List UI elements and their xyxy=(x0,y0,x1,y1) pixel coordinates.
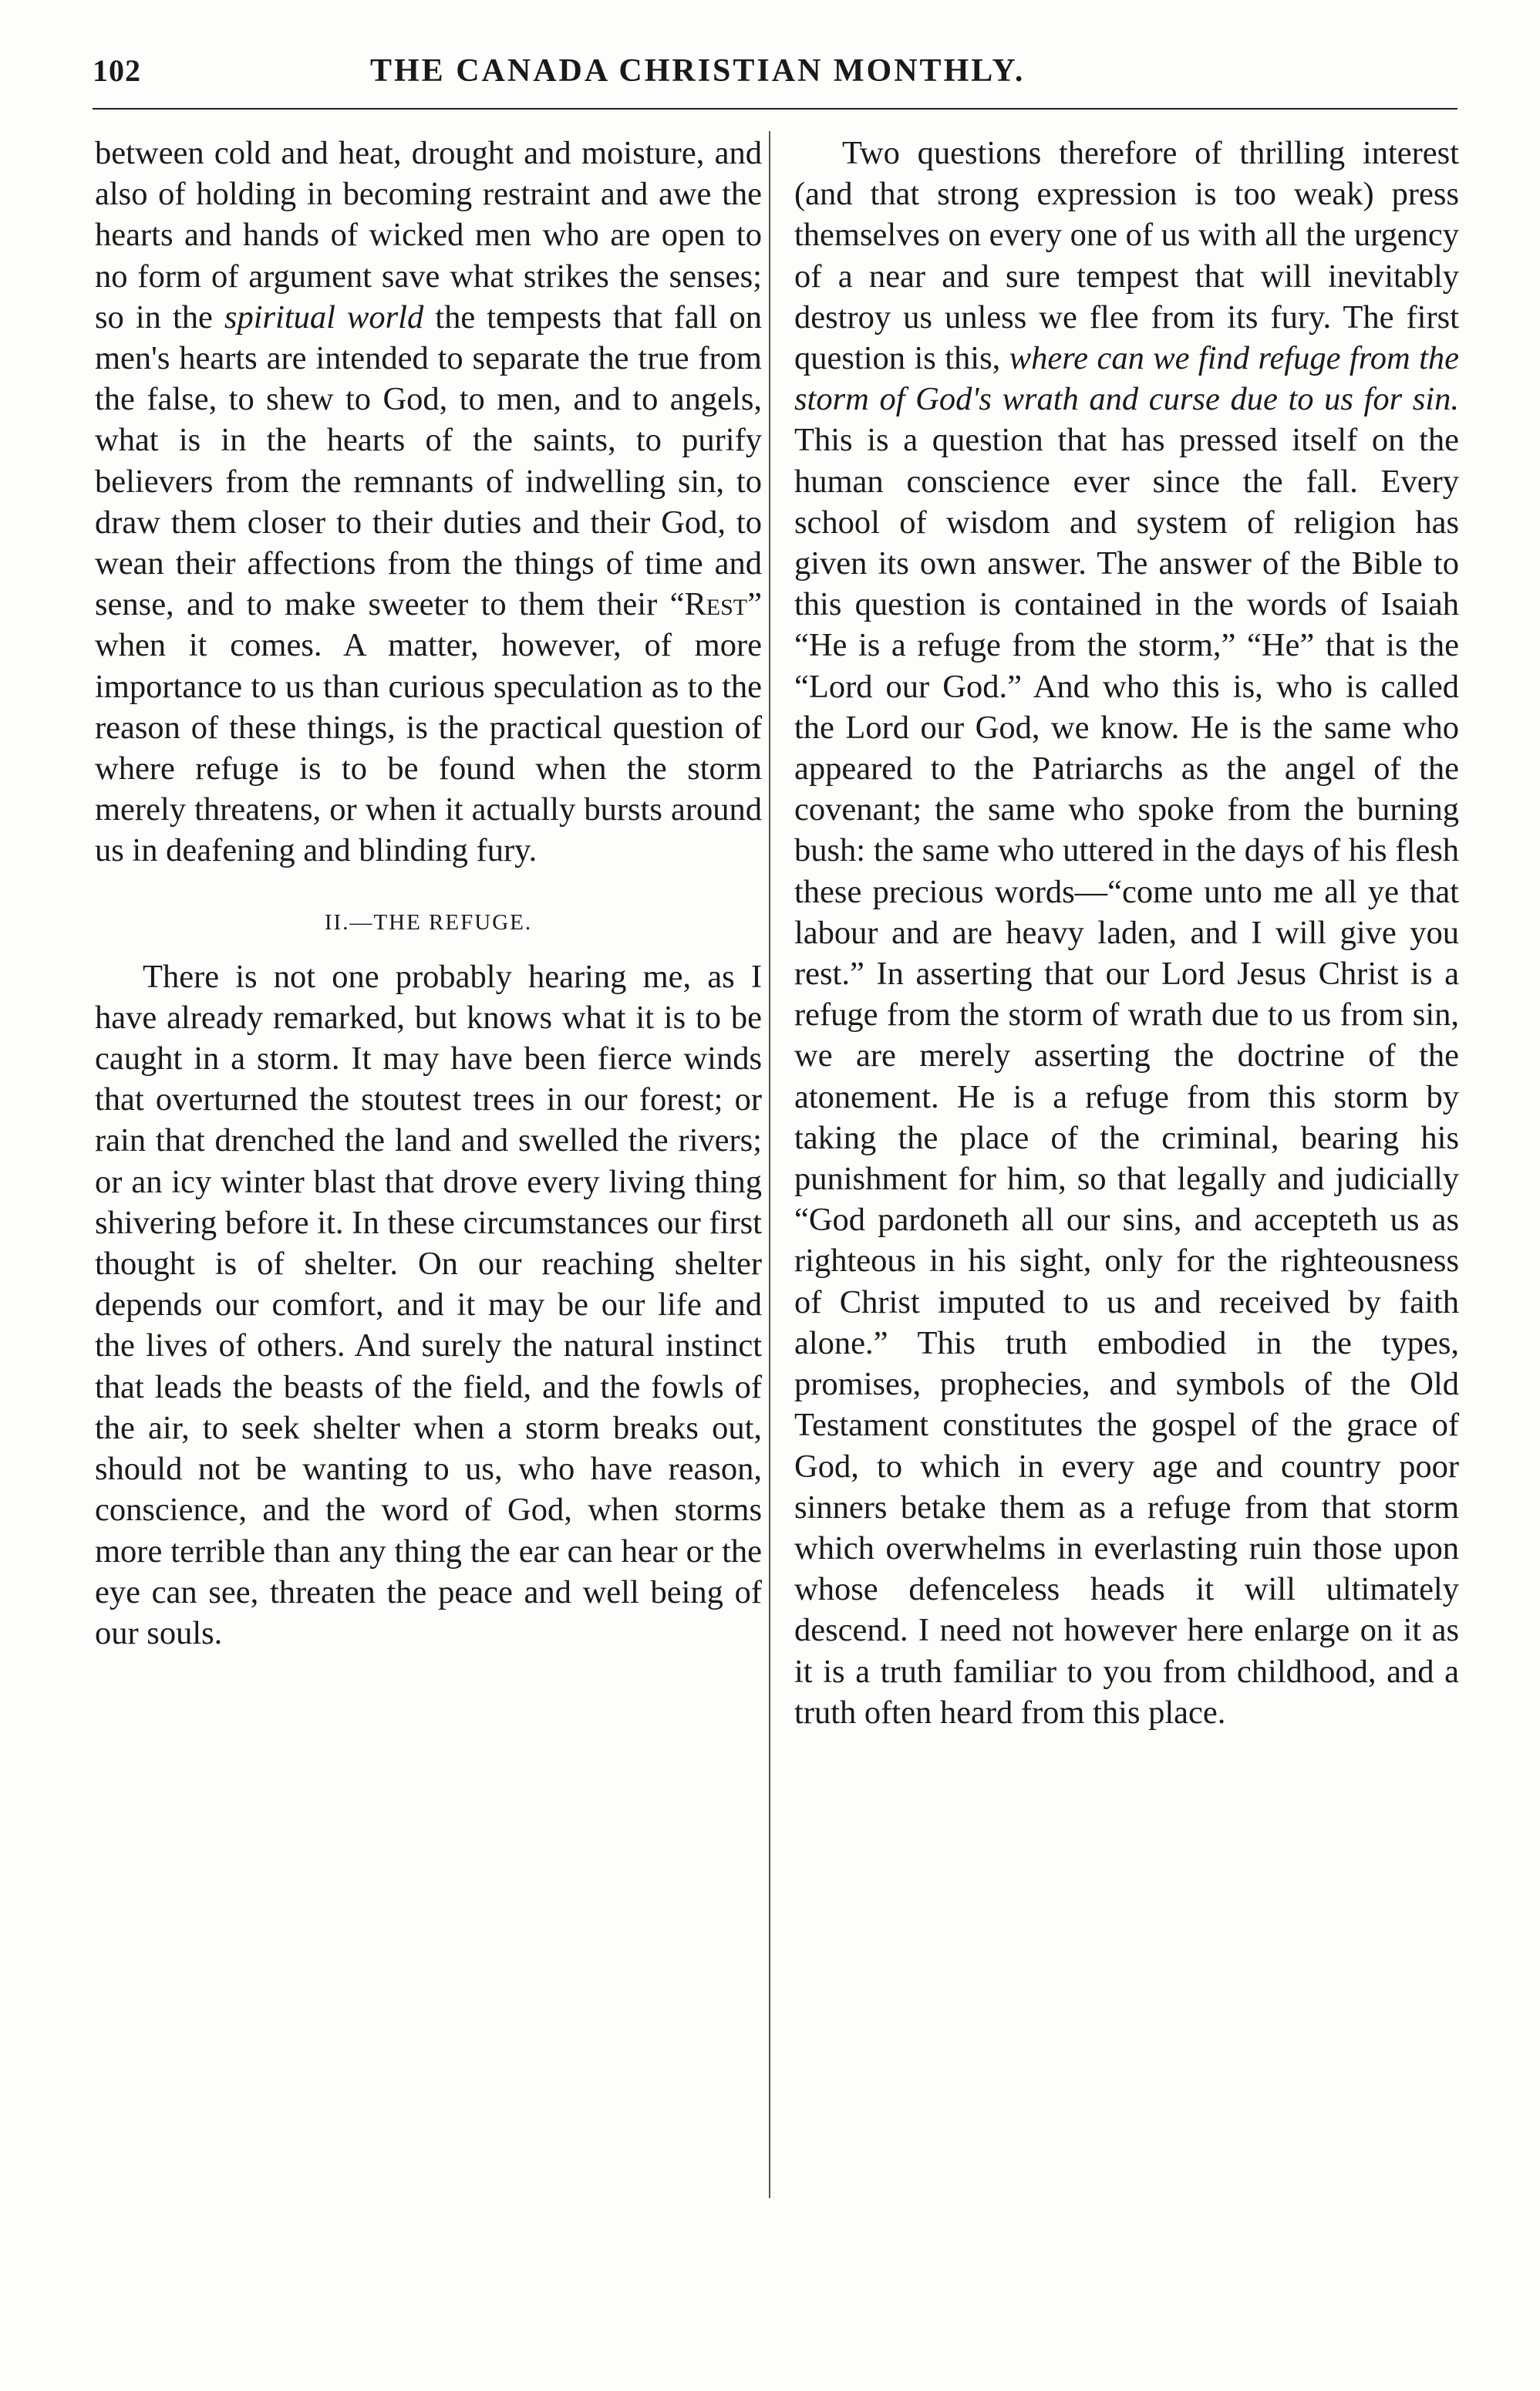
right-column xyxy=(794,133,1459,1733)
left-column xyxy=(95,133,762,1654)
text-run: the tempests that fall on men's hearts are intended to separate the true from the false, to shew to God, to men, and to angels, what is in the hearts of the saints, to purify believers from the remnants of indwelling sin, to draw them closer to their duties and their God, to wean their affections from the things of time and sense, and to make sweeter to them their “ xyxy=(95,298,762,623)
text-run: ” when it comes. A matter, however, of more importance to us than curious speculation as to the reason of these things, is the practical question of where refuge is to be found when the storm merely threatens, or when it actually bursts around us in deafening and blinding fury. xyxy=(95,586,762,869)
header-rule xyxy=(93,108,1457,110)
text-run: Two questions therefore of thrilling interest (and that strong expression is too weak) press themselves on every one of us with all the urgency of a near and sure tempest that will inevitably destroy us unless we flee from its fury. The first question is this, xyxy=(794,135,1459,377)
column-divider xyxy=(769,131,770,2198)
left-paragraph-continued xyxy=(95,133,762,872)
italic-phrase: spiritual world xyxy=(224,298,424,336)
right-paragraph xyxy=(794,133,1459,1733)
section-heading: II.—THE REFUGE. xyxy=(324,909,533,935)
small-caps-word: Rest xyxy=(684,586,748,623)
italic-phrase: where can we find refuge from the storm of God's wrath and curse due to us for sin. xyxy=(794,340,1459,418)
text-run: between cold and heat, drought and moisture, and also of holding in becoming restraint and awe the hearts and hands of wicked men who are open to no form of argument save what strikes the senses; so in the xyxy=(95,135,762,336)
running-title: THE CANADA CHRISTIAN MONTHLY. xyxy=(370,53,1026,89)
text-run: This is a question that has pressed itself on the human conscience ever since the fall. Every school of wisdom and system of religion has given its own answer. The answer of the Bible to this question is contained in the words of Isaiah “He is a refuge from the storm,” “He” that is the “Lord our God.” And who this is, who is called the Lord our God, we know. He is the same who appeared to the Patriarchs as the angel of the covenant; the same who spoke from the burning bush: the same who uttered in the days of his flesh these precious words—“come unto me all ye that labour and are heavy laden, and I will give you rest.” In asserting that our Lord Jesus Christ is a refuge from the storm of wrath due to us from sin, we are merely asserting the doctrine of the atonement. He is a refuge from this storm by taking the place of the criminal, bearing his punishment for him, so that legally and judicially “God pardoneth all our sins, and accepteth us as righteous in his sight, only for the righteousness of Christ imputed to us and received by faith alone.” This truth embodied in the types, promises, prophecies, and symbols of the Old Testament constitutes the gospel of the grace of God, to which in every age and country poor sinners betake them as a refuge from that storm which overwhelms in everlasting ruin those upon whose defenceless heads it will ultimately descend. I need not however here enlarge on it as it is a truth familiar to you from childhood, and a truth often heard from this place. xyxy=(794,422,1459,1731)
page-number: 102 xyxy=(93,53,141,88)
left-paragraph-refuge: There is not one probably hearing me, as I have already remarked, but knows what it is to be caught in a storm. It may have been fierce winds that overturned the stoutest trees in our forest; or rain that drenched the land and swelled the rivers; or an icy winter blast that drove every living thing shivering before it. In these circumstances our first thought is of shelter. On our reaching shelter depends our comfort, and it may be our life and the lives of others. And surely the natural instinct that leads the beasts of the field, and the fowls of the air, to seek shelter when a storm breaks out, should not be wanting to us, who have reason, conscience, and the word of God, when storms more terrible than any thing the ear can hear or the eye can see, threaten the peace and well being of our souls. xyxy=(95,958,762,1651)
page-header xyxy=(93,45,1457,99)
